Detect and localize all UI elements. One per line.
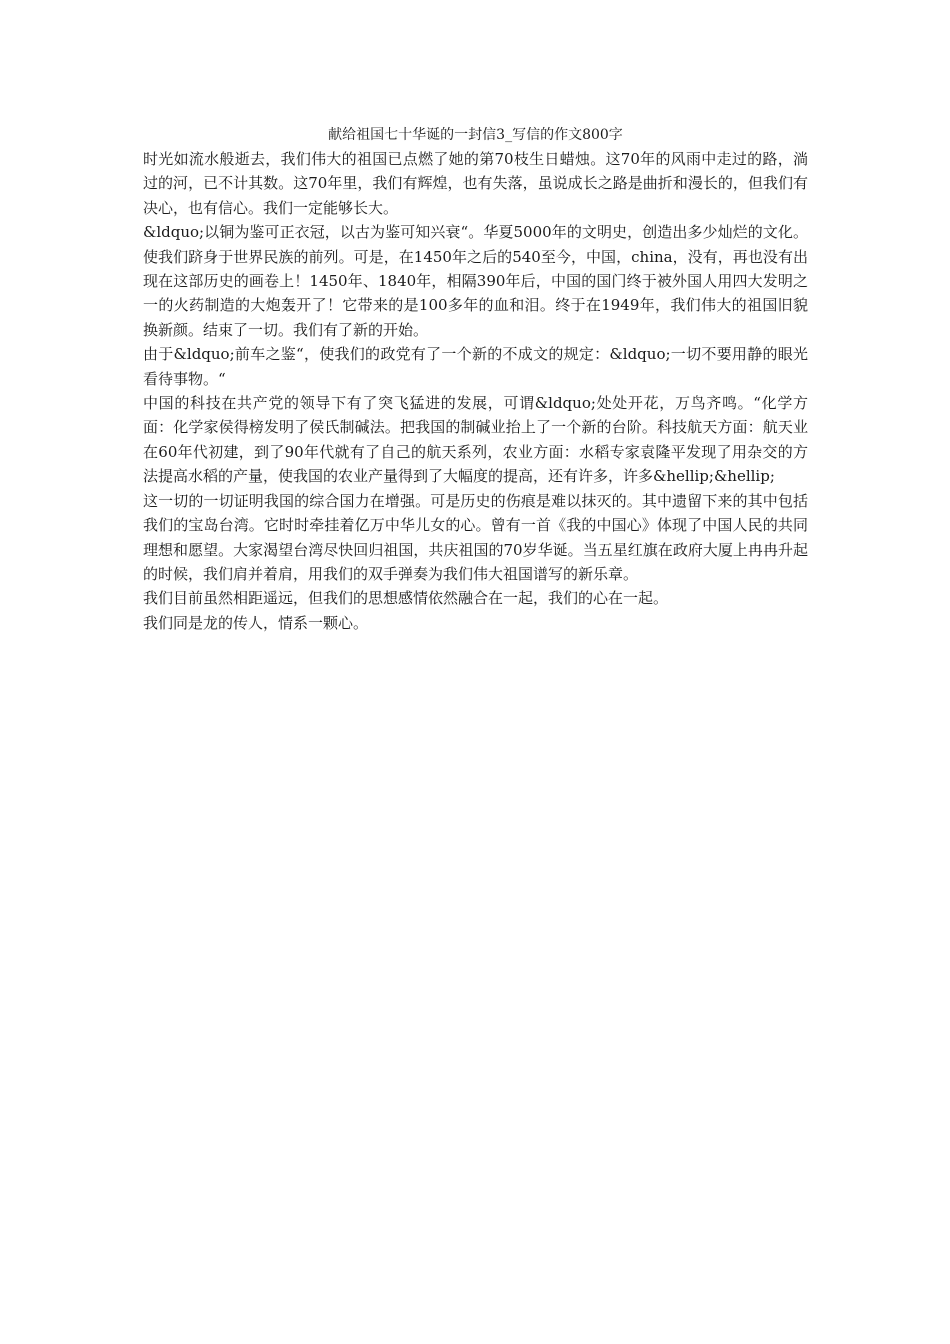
paragraph-3: 由于&ldquo;前车之鉴“，使我们的政党有了一个新的不成文的规定：&ldquo;一切不要用静的眼光看待事物。“: [143, 345, 808, 388]
paragraph-5: 这一切的一切证明我国的综合国力在增强。可是历史的伤痕是难以抹灭的。其中遗留下来的其中包括我们的宝岛台湾。它时时牵挂着亿万中华儿女的心。曾有一首《我的中国心》体现了中国人民的共同理想和愿望。大家渴望台湾尽快回归祖国，共庆祖国的70岁华诞。当五星红旗在政府大厦上冉冉升起的时候，我们肩并着肩，用我们的双手弹奏为我们伟大祖国谱写的新乐章。: [143, 491, 808, 583]
paragraph-6: 我们目前虽然相距遥远，但我们的思想感情依然融合在一起，我们的心在一起。: [143, 589, 669, 608]
document-title: 献给祖国七十华诞的一封信3_写信的作文800字: [328, 127, 623, 143]
document-body: [143, 123, 808, 635]
paragraph-1: 时光如流水般逝去，我们伟大的祖国已点燃了她的第70枝生日蜡烛。这70年的风雨中走过的路，淌过的河，已不计其数。这70年里，我们有辉煌，也有失落，虽说成长之路是曲折和漫长的，但我们有决心，也有信心。我们一定能够长大。: [143, 150, 808, 217]
paragraph-4: 中国的科技在共产党的领导下有了突飞猛进的发展，可谓&ldquo;处处开花，万鸟齐鸣。“化学方面：化学家侯得榜发明了侯氏制碱法。把我国的制碱业抬上了一个新的台阶。科技航天方面：航天业在60年代初建，到了90年代就有了自己的航天系列，农业方面：水稻专家袁隆平发现了用杂交的方法提高水稻的产量，使我国的农业产量得到了大幅度的提高，还有许多，许多&hellip;&hellip;: [143, 394, 808, 486]
paragraph-2: &ldquo;以铜为鉴可正衣冠，以古为鉴可知兴衰“。华夏5000年的文明史，创造出多少灿烂的文化。使我们跻身于世界民族的前列。可是，在1450年之后的540至今，中国，china，没有，再也没有出现在这部历史的画卷上！1450年、1840年，相隔390年后，中国的国门终于被外国人用四大发明之一的火药制造的大炮轰开了！它带来的是100多年的血和泪。终于在1949年，我们伟大的祖国旧貌换新颜。结束了一切。我们有了新的开始。: [143, 223, 808, 339]
paragraph-7: 我们同是龙的传人，情系一颗心。: [143, 613, 369, 632]
